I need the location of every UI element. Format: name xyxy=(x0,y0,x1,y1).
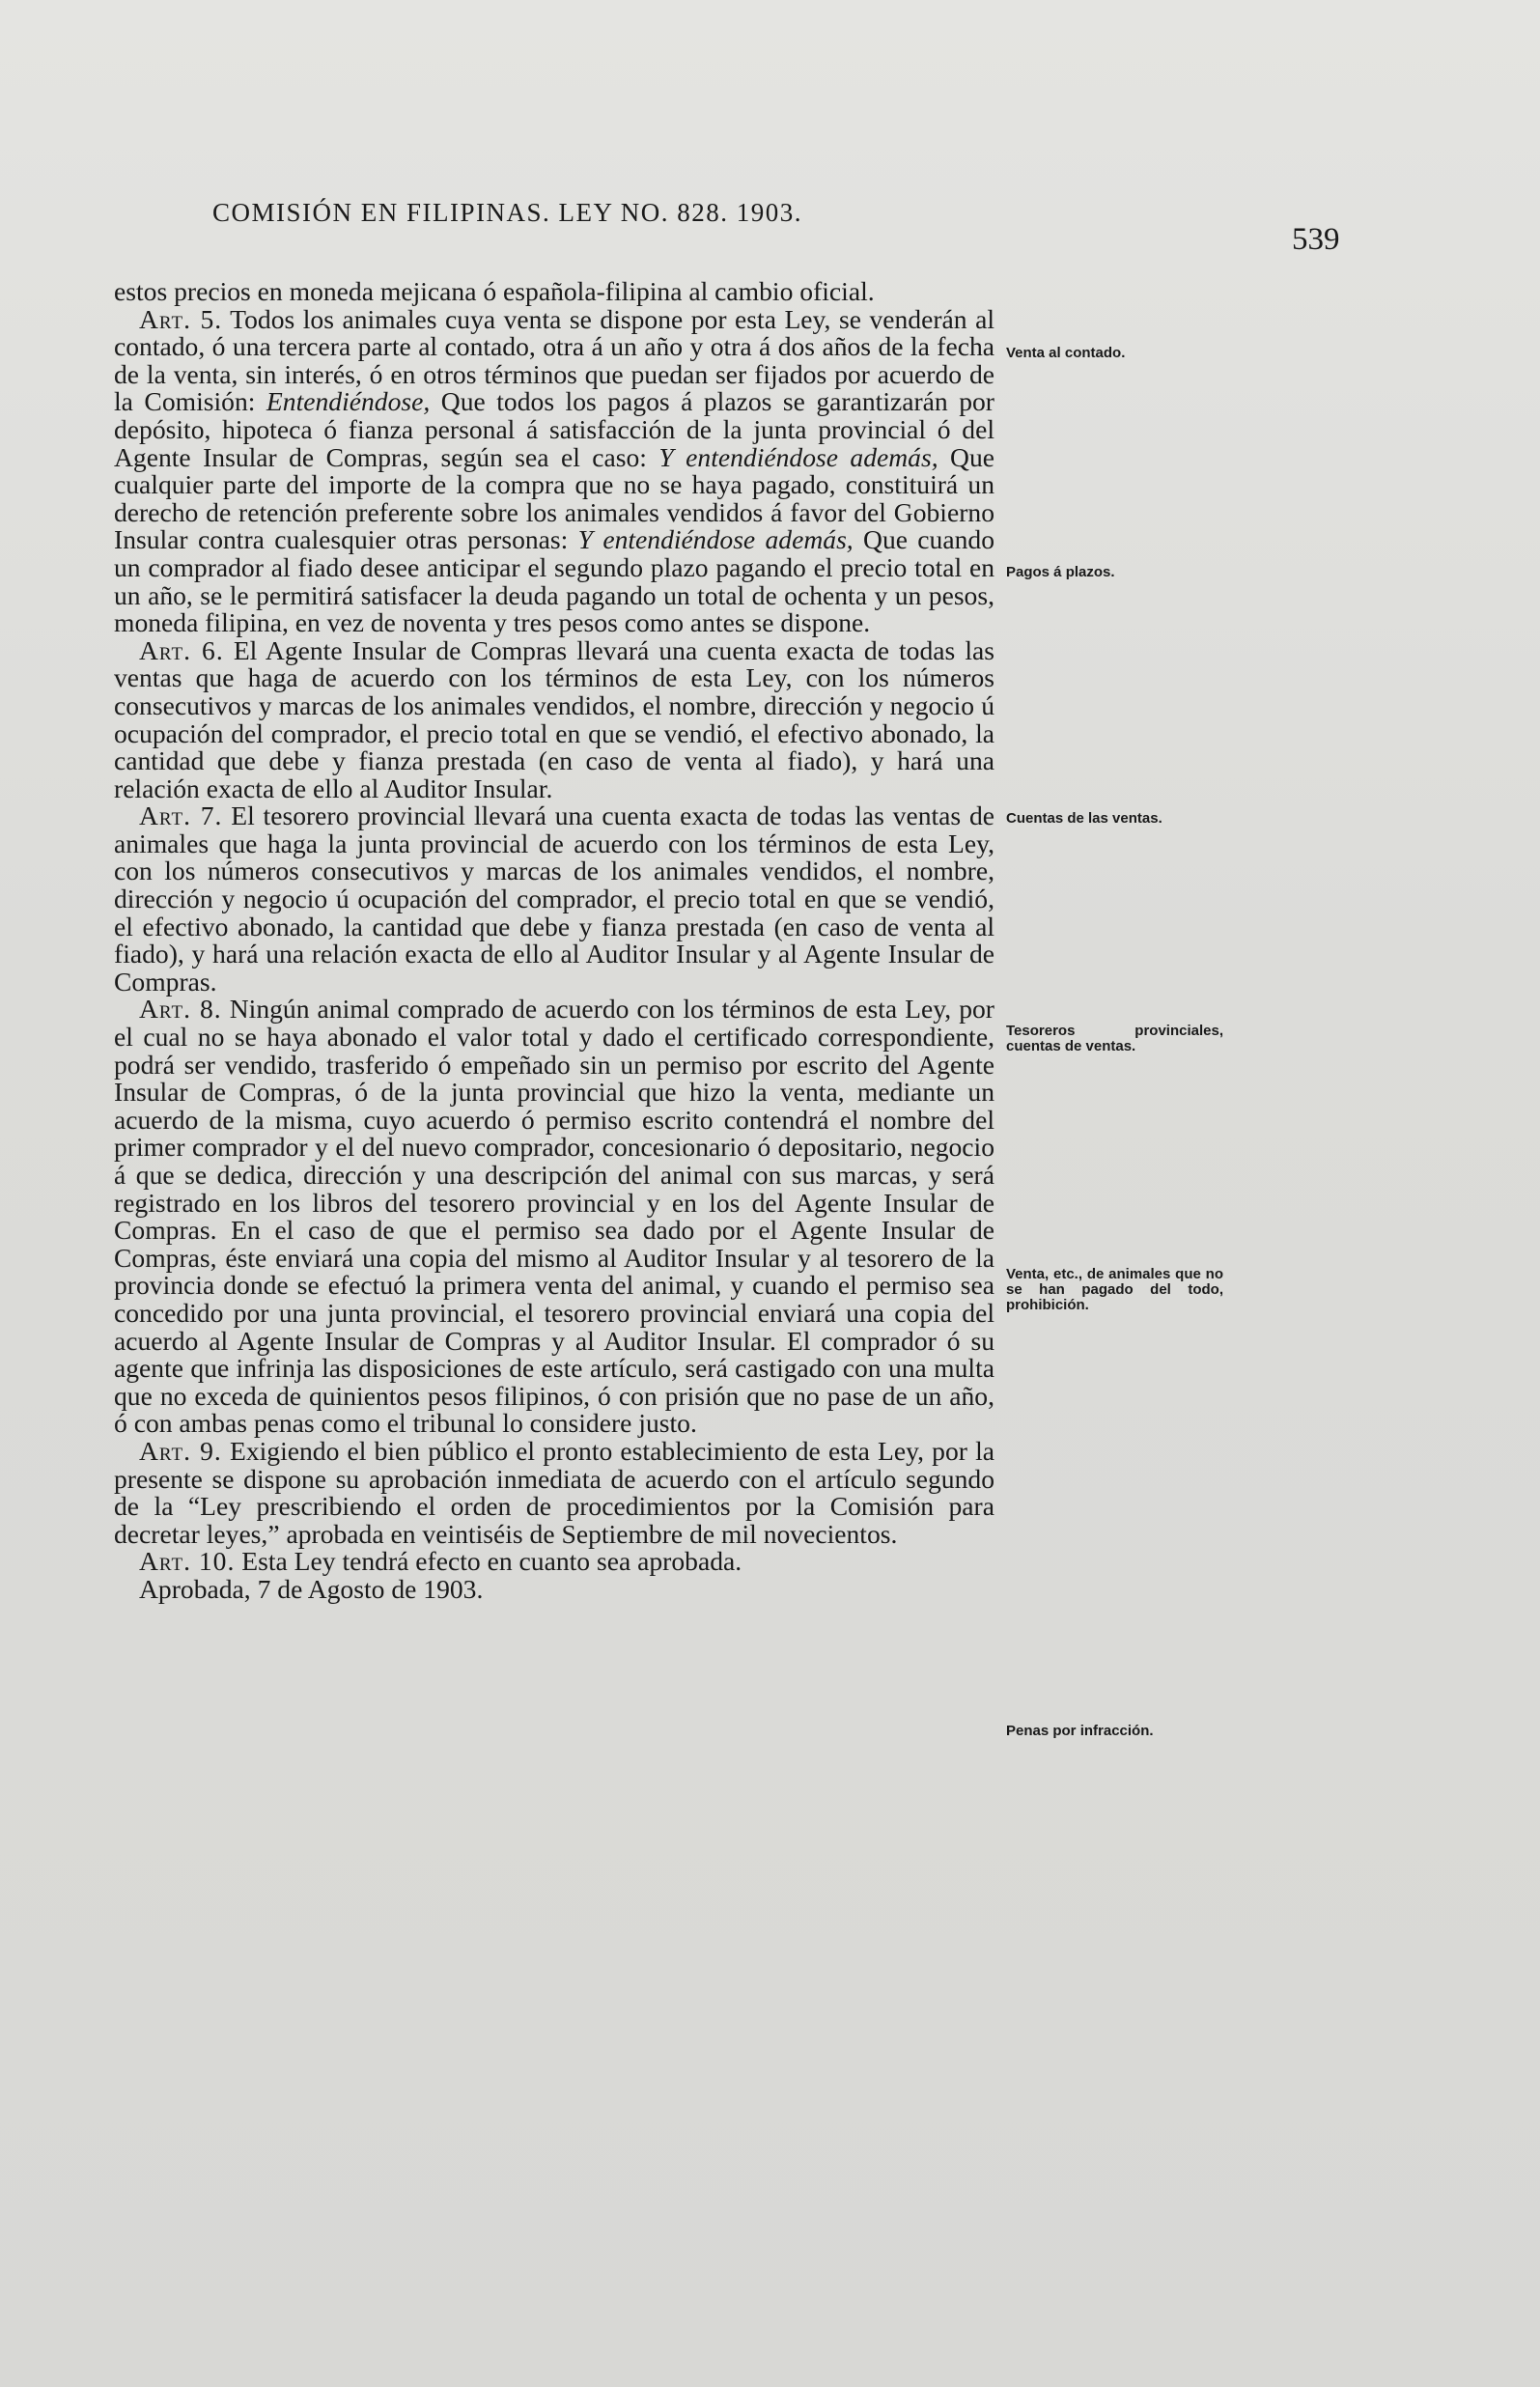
paragraph-continuation: estos precios en moneda mejicana ó española-filipina al cambio oficial. xyxy=(114,276,875,306)
page-number: 539 xyxy=(1292,222,1340,257)
margin-note-venta-prohibicion: Venta, etc., de animales que no se han pagado del todo, prohibición. xyxy=(1006,1266,1223,1313)
article-10-label: Art. 10. xyxy=(139,1546,236,1577)
article-5-text-b: Que todos los pagos á plazos se garantizarán por depósito, hipoteca ó fianza personal á satisfacción de la junta provincial ó del Agente Insular de Compras, según sea el caso: xyxy=(114,386,994,472)
approval-date: Aprobada, 7 de Agosto de 1903. xyxy=(139,1573,484,1604)
margin-note-venta-contado: Venta al contado. xyxy=(1006,345,1126,361)
article-8-text: Ningún animal comprado de acuerdo con los términos de esta Ley, por el cual no se haya abonado el valor total y dado el certificado correspondiente, podrá ser vendido, trasferido ó empeñado sin un permiso por escrito del Agente Insular de Compras, ó de la junta provincial que hizo la venta, mediante un acuerdo de la misma, cuyo acuerdo ó permiso escrito contendrá el nombre del primer comprador y el del nuevo comprador, concesionario ó depositario, negocio á que se dedica, dirección y una descripción del animal con sus marcas, y será registrado en los libros del tesorero provincial y en los del Agente Insular de Compras. En el caso de que el permiso sea dado por el Agente Insular de Compras, éste enviará una copia del mismo al Auditor Insular y al tesorero de la provincia donde se efectuó la primera venta del animal, y cuando el permiso sea concedido por una junta provincial, el tesorero provincial enviará una copia del acuerdo al Agente Insular de Compras y al Auditor Insular. El comprador ó su agente que infrinja las disposiciones de este artículo, será castigado con una multa que no exceda de quinientos pesos filipinos, ó con prisión que no pase de un año, ó con ambas penas como el tribunal lo considere justo. xyxy=(114,994,994,1439)
article-6 xyxy=(114,634,994,803)
running-header: COMISIÓN EN FILIPINAS. LEY NO. 828. 1903. xyxy=(212,198,802,227)
article-5-proviso-3: Y entendiéndose además, xyxy=(577,524,854,555)
article-9 xyxy=(114,1435,994,1549)
article-10 xyxy=(114,1548,994,1576)
margin-note-cuentas-ventas: Cuentas de las ventas. xyxy=(1006,810,1162,827)
margin-note-tesoreros: Tesoreros provinciales, cuentas de ventas. xyxy=(1006,1023,1223,1054)
article-6-label: Art. 6. xyxy=(139,634,224,665)
article-7-label: Art. 7. xyxy=(139,800,223,831)
article-9-label: Art. 9. xyxy=(139,1435,222,1466)
article-8-label: Art. 8. xyxy=(139,994,222,1025)
article-7 xyxy=(114,802,994,996)
article-8 xyxy=(114,996,994,1438)
margin-note-penas: Penas por infracción. xyxy=(1006,1723,1154,1739)
article-9-text: Exigiendo el bien público el pronto establecimiento de esta Ley, por la presente se dispone su aprobación inmediata de acuerdo con el artículo segundo de la “Ley prescribiendo el orden de procedimientos por la Comisión para decretar leyes,” aprobada en veintiséis de Septiembre de mil novecientos. xyxy=(114,1435,994,1549)
article-10-text: Esta Ley tendrá efecto en cuanto sea aprobada. xyxy=(235,1546,742,1577)
article-5-proviso-2: Y entendiéndose además, xyxy=(658,441,938,472)
article-6-text: El Agente Insular de Compras llevará una cuenta exacta de todas las ventas que haga de acuerdo con los términos de esta Ley, con los números consecutivos y marcas de los animales vendidos, el nombre, dirección y negocio ú ocupación del comprador, el precio total en que se vendió, el efectivo abonado, la cantidad que debe y fianza prestada (en caso de venta al fiado), y hará una relación exacta de ello al Auditor Insular. xyxy=(114,634,994,803)
article-5 xyxy=(114,303,994,638)
article-5-text-c: Que cualquier parte del importe de la compra que no se haya pagado, constituirá un derecho de retención preferente sobre los animales vendidos á favor del Gobierno Insular contra cualesquier otras personas: xyxy=(114,441,994,555)
body-text xyxy=(114,278,994,1604)
margin-note-pagos-plazos: Pagos á plazos. xyxy=(1006,564,1115,580)
article-5-text-d: Que cuando un comprador al fiado desee anticipar el segundo plazo pagando el precio total en un año, se le permitirá satisfacer la deuda pagando un total de ochenta y un pesos, moneda filipina, en vez de noventa y tres pesos como antes se dispone. xyxy=(114,524,994,638)
article-7-text: El tesorero provincial llevará una cuenta exacta de todas las ventas de animales que haga la junta provincial de acuerdo con los términos de esta Ley, con los números consecutivos y marcas de los animales vendidos, el nombre, dirección y negocio ú ocupación del comprador, el precio total en que se vendió, el efectivo abonado, la cantidad que debe y fianza prestada (en caso de venta al fiado), y hará una relación exacta de ello al Auditor Insular y al Agente Insular de Compras. xyxy=(114,800,994,997)
article-5-text-a: Todos los animales cuya venta se dispone por esta Ley, se venderán al contado, ó una tercera parte al contado, otra á un año y otra á dos años de la fecha de la venta, sin interés, ó en otros términos que puedan ser fijados por acuerdo de la Comisión: xyxy=(114,303,994,417)
article-5-proviso-1: Entendiéndose, xyxy=(266,386,431,417)
article-5-label: Art. 5. xyxy=(139,303,223,334)
